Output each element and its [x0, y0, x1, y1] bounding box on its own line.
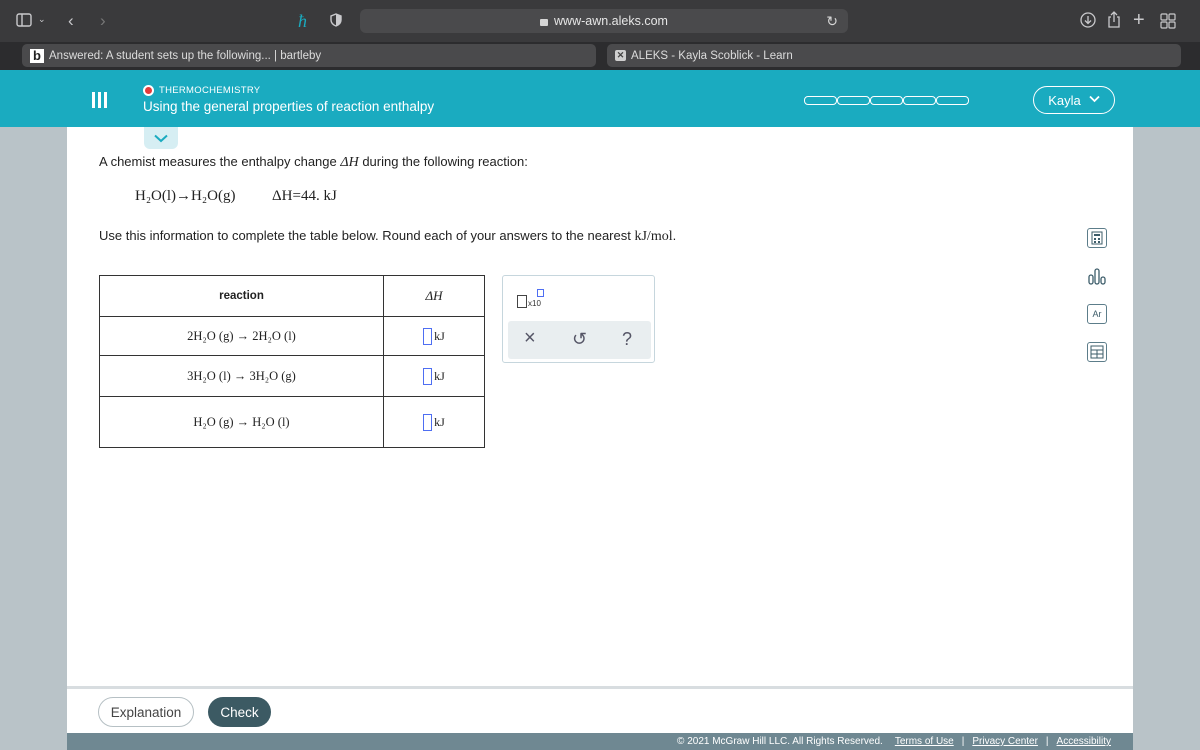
reaction-cell: 2H₂O (g) → 2H₂O (l)	[100, 317, 384, 356]
prompt-text-end: during the following reaction:	[358, 154, 528, 169]
menu-icon[interactable]	[92, 92, 108, 108]
tab-bartleby[interactable]	[22, 44, 596, 67]
accessibility-link[interactable]: Accessibility	[1056, 736, 1111, 747]
collapse-header-button[interactable]	[144, 127, 178, 149]
unit-label: kJ	[434, 414, 445, 429]
chevron-down-icon[interactable]: ⌄	[38, 14, 46, 24]
topic-status-icon	[143, 85, 154, 96]
answer-input[interactable]	[423, 368, 432, 385]
instructions-end: .	[672, 228, 677, 243]
progress-bar	[804, 96, 969, 105]
progress-segment	[870, 96, 903, 105]
periodic-table-label: Ar	[1092, 309, 1102, 319]
hypothesis-icon[interactable]: ħ	[298, 11, 307, 31]
chart-icon[interactable]	[1087, 266, 1107, 286]
copyright-text: © 2021 McGraw Hill LLC. All Rights Reserved.	[677, 736, 883, 747]
bartleby-favicon: b	[30, 49, 44, 63]
footer-separator: |	[961, 736, 965, 747]
answer-cell	[384, 356, 485, 397]
table-header-reaction: reaction	[100, 276, 384, 317]
prompt-variable: ΔH	[340, 155, 359, 170]
share-icon[interactable]	[1107, 11, 1121, 31]
reaction-cell: H₂O (g) → H₂O (l)	[100, 397, 384, 448]
table-header-enthalpy: ΔH	[384, 276, 485, 317]
unit-label: kJ	[434, 328, 445, 343]
calculator-icon[interactable]	[1087, 228, 1107, 248]
topic-label: THERMOCHEMISTRY	[159, 85, 261, 96]
chevron-down-icon	[154, 134, 168, 143]
problem-prompt	[99, 154, 528, 171]
user-menu-button[interactable]	[1033, 86, 1115, 114]
privacy-link[interactable]: Privacy Center	[972, 736, 1038, 747]
tab-label: Answered: A student sets up the following... | bartleby	[49, 49, 322, 62]
progress-segment	[837, 96, 870, 105]
instructions-unit: kJ/mol	[634, 229, 673, 244]
reference-icon[interactable]	[1087, 342, 1107, 362]
table-row	[100, 356, 485, 397]
palette-action-bar	[508, 321, 651, 359]
page-title: Using the general properties of reaction enthalpy	[143, 99, 435, 114]
exponent-box-icon	[537, 289, 544, 297]
reaction-equation	[135, 188, 337, 205]
footer	[67, 733, 1133, 750]
progress-segment	[903, 96, 936, 105]
header-band-right	[1133, 70, 1200, 127]
answer-table	[99, 275, 485, 448]
sidebar-icon[interactable]	[16, 13, 32, 30]
bottom-divider	[67, 686, 1133, 689]
answer-input[interactable]	[423, 414, 432, 431]
shield-icon[interactable]	[330, 13, 342, 30]
browser-toolbar	[0, 0, 1200, 42]
equation-text: H₂O(l)→H₂O(g)	[135, 188, 236, 204]
explanation-button[interactable]: Explanation	[98, 697, 194, 727]
answer-cell	[384, 317, 485, 356]
scientific-notation-button[interactable]	[517, 291, 557, 311]
prompt-text: A chemist measures the enthalpy change	[99, 154, 341, 169]
table-row	[100, 397, 485, 448]
address-bar[interactable]	[360, 9, 848, 33]
answer-cell	[384, 397, 485, 448]
reaction-cell: 3H₂O (l) → 3H₂O (g)	[100, 356, 384, 397]
enthalpy-value: ΔH=44. kJ	[272, 188, 337, 204]
download-icon[interactable]	[1080, 12, 1096, 31]
answer-input[interactable]	[423, 328, 432, 345]
help-button[interactable]: ?	[622, 329, 633, 349]
instructions-text: Use this information to complete the table below. Round each of your answers to the nearest	[99, 228, 635, 243]
mantissa-box-icon	[517, 295, 527, 308]
clear-button[interactable]: ×	[524, 327, 536, 349]
page-margin-right	[1133, 70, 1200, 750]
back-icon[interactable]: ‹	[68, 11, 74, 30]
periodic-table-icon[interactable]	[1087, 304, 1107, 324]
math-palette	[502, 275, 655, 363]
user-name: Kayla	[1048, 92, 1081, 108]
tab-overview-icon[interactable]	[1160, 13, 1176, 32]
instructions	[99, 228, 676, 245]
forward-icon[interactable]: ›	[100, 11, 106, 30]
reload-icon[interactable]: ↻	[826, 13, 838, 29]
lock-icon	[540, 19, 548, 26]
header-band-left	[0, 70, 67, 127]
page-margin-left	[0, 70, 67, 750]
terms-link[interactable]: Terms of Use	[894, 736, 954, 747]
table-row	[100, 317, 485, 356]
x10-label: x10	[528, 299, 541, 308]
url-text: www-awn.aleks.com	[554, 14, 668, 28]
footer-separator: |	[1045, 736, 1049, 747]
tab-label: ALEKS - Kayla Scoblick - Learn	[631, 49, 793, 62]
chevron-down-icon	[1089, 95, 1100, 106]
progress-segment	[936, 96, 969, 105]
progress-segment	[804, 96, 837, 105]
tab-aleks[interactable]	[607, 44, 1181, 67]
aleks-favicon: ✕	[616, 50, 625, 60]
undo-button[interactable]: ↺	[572, 329, 588, 349]
unit-label: kJ	[434, 368, 445, 383]
new-tab-icon[interactable]: +	[1133, 9, 1145, 31]
check-button[interactable]: Check	[208, 697, 271, 727]
